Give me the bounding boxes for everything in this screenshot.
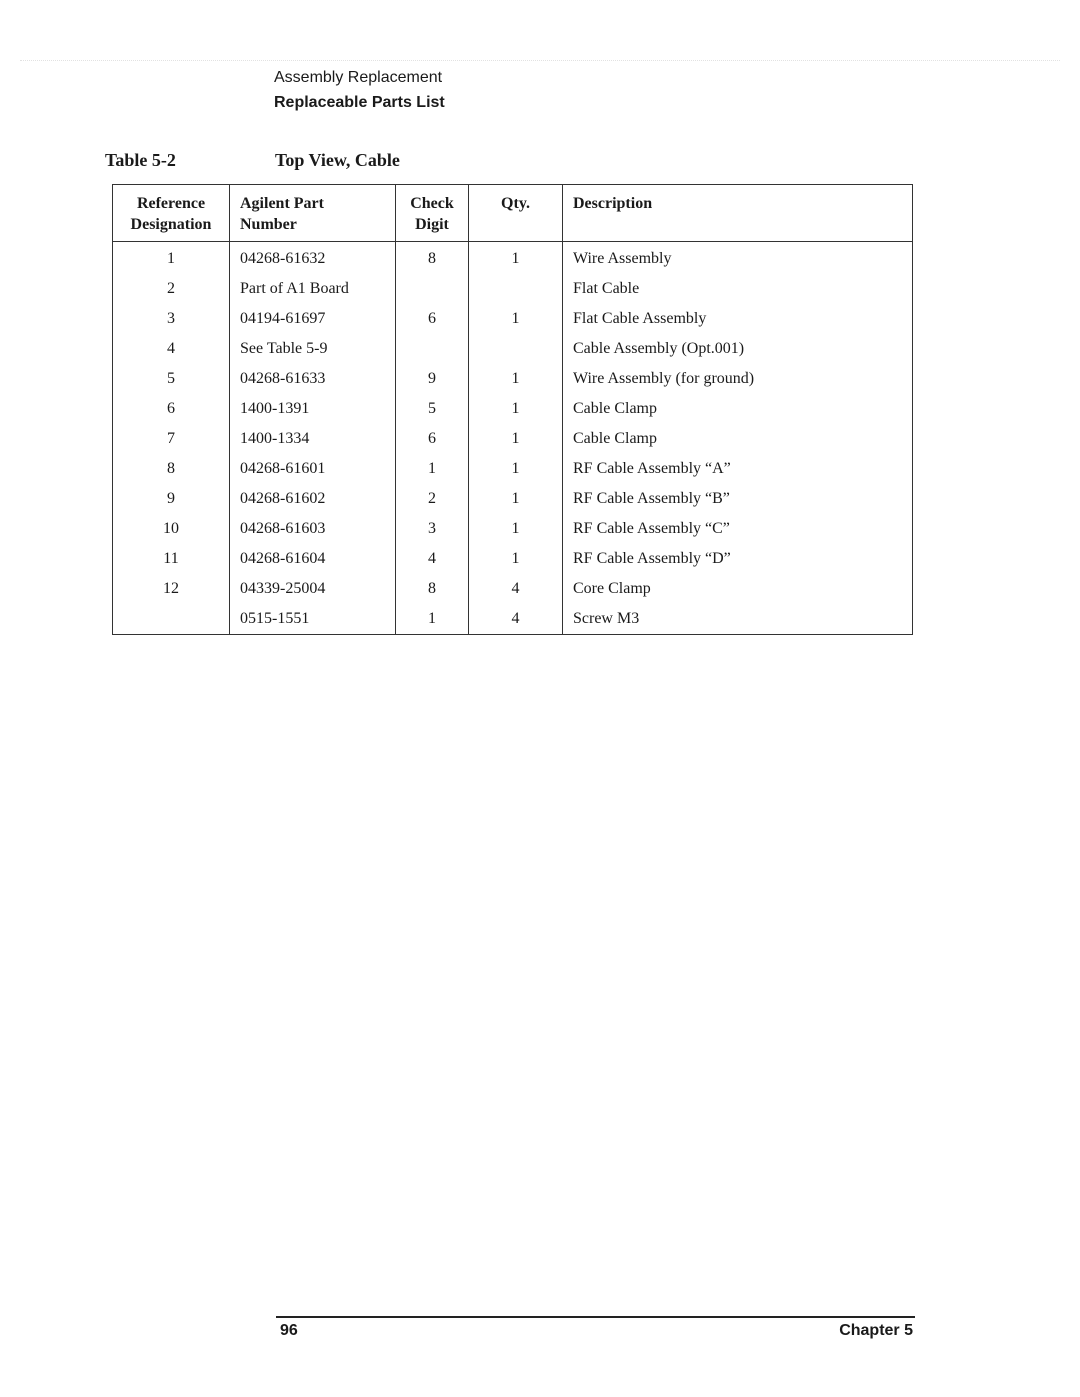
cell-check-digit xyxy=(396,274,469,304)
cell-description: Wire Assembly (for ground) xyxy=(563,364,913,394)
cell-qty: 1 xyxy=(469,304,563,334)
cell-reference: 6 xyxy=(113,394,230,424)
cell-reference: 4 xyxy=(113,334,230,364)
cell-description: Flat Cable Assembly xyxy=(563,304,913,334)
table-row xyxy=(113,394,913,424)
top-dotted-rule xyxy=(20,60,1060,61)
cell-qty: 1 xyxy=(469,544,563,574)
cell-description: Core Clamp xyxy=(563,574,913,604)
cell-part-number: 04194-61697 xyxy=(230,304,396,334)
cell-reference: 2 xyxy=(113,274,230,304)
cell-part-number: 1400-1334 xyxy=(230,424,396,454)
cell-reference: 3 xyxy=(113,304,230,334)
cell-part-number: 04268-61604 xyxy=(230,544,396,574)
cell-check-digit: 8 xyxy=(396,574,469,604)
table-row xyxy=(113,274,913,304)
cell-qty xyxy=(469,274,563,304)
chapter-label: Chapter 5 xyxy=(839,1322,913,1339)
col-description xyxy=(563,185,913,242)
cell-description: RF Cable Assembly “D” xyxy=(563,544,913,574)
parts-table xyxy=(112,184,913,635)
parts-table-body xyxy=(113,242,913,635)
table-row xyxy=(113,484,913,514)
cell-qty: 1 xyxy=(469,394,563,424)
cell-part-number: 04339-25004 xyxy=(230,574,396,604)
cell-reference: 10 xyxy=(113,514,230,544)
footer-rule xyxy=(276,1316,915,1318)
header-row xyxy=(113,185,913,242)
cell-part-number: Part of A1 Board xyxy=(230,274,396,304)
col-header-line2: Designation xyxy=(130,216,212,233)
col-agilent-part-number xyxy=(230,185,396,242)
table-row xyxy=(113,604,913,635)
col-check-digit xyxy=(396,185,469,242)
cell-description: Cable Clamp xyxy=(563,424,913,454)
table-title: Top View, Cable xyxy=(275,150,400,170)
table-row xyxy=(113,544,913,574)
cell-description: RF Cable Assembly “C” xyxy=(563,514,913,544)
cell-part-number: 1400-1391 xyxy=(230,394,396,424)
cell-part-number: 0515-1551 xyxy=(230,604,396,635)
cell-qty: 1 xyxy=(469,242,563,275)
table-number: Table 5-2 xyxy=(105,150,176,170)
col-header-line2: Digit xyxy=(415,216,449,233)
cell-part-number: See Table 5-9 xyxy=(230,334,396,364)
cell-qty: 1 xyxy=(469,514,563,544)
cell-qty xyxy=(469,334,563,364)
col-header-line1: Qty. xyxy=(501,195,530,212)
cell-check-digit: 1 xyxy=(396,454,469,484)
subsection-title: Replaceable Parts List xyxy=(274,94,445,111)
cell-check-digit: 9 xyxy=(396,364,469,394)
cell-check-digit: 2 xyxy=(396,484,469,514)
cell-qty: 4 xyxy=(469,574,563,604)
cell-reference: 7 xyxy=(113,424,230,454)
table-row xyxy=(113,514,913,544)
col-header-line1: Check xyxy=(410,195,454,212)
cell-qty: 1 xyxy=(469,484,563,514)
cell-part-number: 04268-61633 xyxy=(230,364,396,394)
table-row xyxy=(113,304,913,334)
cell-check-digit: 1 xyxy=(396,604,469,635)
table-row xyxy=(113,424,913,454)
cell-check-digit: 8 xyxy=(396,242,469,275)
cell-qty: 1 xyxy=(469,424,563,454)
cell-reference: 1 xyxy=(113,242,230,275)
table-row xyxy=(113,334,913,364)
section-title: Assembly Replacement xyxy=(274,69,443,86)
cell-description: RF Cable Assembly “B” xyxy=(563,484,913,514)
cell-description: Screw M3 xyxy=(563,604,913,635)
cell-part-number: 04268-61601 xyxy=(230,454,396,484)
cell-check-digit: 6 xyxy=(396,304,469,334)
cell-check-digit: 4 xyxy=(396,544,469,574)
cell-reference xyxy=(113,604,230,635)
cell-check-digit xyxy=(396,334,469,364)
cell-qty: 4 xyxy=(469,604,563,635)
page-number: 96 xyxy=(280,1322,298,1339)
cell-description: Flat Cable xyxy=(563,274,913,304)
table-row xyxy=(113,574,913,604)
running-header xyxy=(274,66,445,115)
col-header-line1: Reference xyxy=(136,195,206,212)
table-row xyxy=(113,364,913,394)
cell-reference: 9 xyxy=(113,484,230,514)
table-row xyxy=(113,454,913,484)
col-header-line1: Agilent Part xyxy=(240,195,324,212)
cell-qty: 1 xyxy=(469,454,563,484)
col-reference-designation xyxy=(113,185,230,242)
col-header-line1: Description xyxy=(573,195,653,212)
cell-qty: 1 xyxy=(469,364,563,394)
cell-part-number: 04268-61632 xyxy=(230,242,396,275)
cell-reference: 5 xyxy=(113,364,230,394)
cell-reference: 12 xyxy=(113,574,230,604)
cell-description: Cable Assembly (Opt.001) xyxy=(563,334,913,364)
cell-reference: 11 xyxy=(113,544,230,574)
cell-reference: 8 xyxy=(113,454,230,484)
cell-check-digit: 3 xyxy=(396,514,469,544)
cell-part-number: 04268-61603 xyxy=(230,514,396,544)
cell-check-digit: 6 xyxy=(396,424,469,454)
table-row xyxy=(113,242,913,275)
cell-description: Cable Clamp xyxy=(563,394,913,424)
col-header-line2: Number xyxy=(240,216,297,233)
parts-table-header xyxy=(113,185,913,242)
cell-description: Wire Assembly xyxy=(563,242,913,275)
cell-check-digit: 5 xyxy=(396,394,469,424)
col-qty xyxy=(469,185,563,242)
cell-description: RF Cable Assembly “A” xyxy=(563,454,913,484)
cell-part-number: 04268-61602 xyxy=(230,484,396,514)
